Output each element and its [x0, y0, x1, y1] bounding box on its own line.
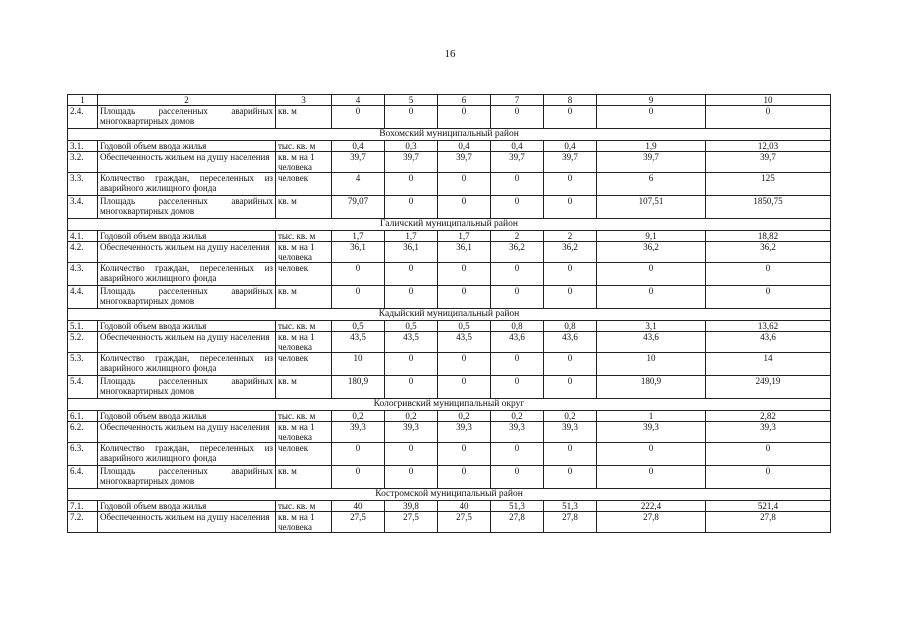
- value-cell: 0,4: [332, 141, 385, 152]
- unit-cell: кв. м: [276, 286, 332, 309]
- row-number-cell: 5.3.: [68, 353, 98, 376]
- unit-cell: кв. м на 1 человека: [276, 512, 332, 533]
- column-number-cell: 5: [385, 95, 438, 106]
- value-cell: 0: [491, 196, 544, 219]
- unit-cell: человек: [276, 353, 332, 376]
- table-header-row: [68, 95, 831, 106]
- row-number-cell: 3.2.: [68, 152, 98, 173]
- value-cell: 521,4: [706, 501, 831, 512]
- value-cell: 0,3: [385, 141, 438, 152]
- value-cell: 39,7: [706, 152, 831, 173]
- value-cell: 43,5: [438, 332, 491, 353]
- row-number-cell: 5.1.: [68, 321, 98, 332]
- value-cell: 0: [597, 263, 706, 286]
- unit-cell: кв. м на 1 человека: [276, 242, 332, 263]
- value-cell: 0: [544, 263, 597, 286]
- indicator-name-cell: Количество граждан, переселенных из аварийного жилищного фонда: [98, 263, 276, 286]
- value-cell: 107,51: [597, 196, 706, 219]
- value-cell: 0: [544, 196, 597, 219]
- value-cell: 0: [438, 173, 491, 196]
- value-cell: 0,2: [544, 411, 597, 422]
- value-cell: 51,3: [491, 501, 544, 512]
- value-cell: 43,5: [332, 332, 385, 353]
- indicator-name-cell: Обеспеченность жильем на душу населения: [98, 512, 276, 533]
- value-cell: 0: [491, 376, 544, 399]
- value-cell: 1,7: [332, 231, 385, 242]
- value-cell: 39,3: [706, 422, 831, 443]
- value-cell: 39,3: [544, 422, 597, 443]
- value-cell: 27,8: [706, 512, 831, 533]
- value-cell: 0: [332, 466, 385, 489]
- section-title: Костромской муниципальный район: [68, 489, 831, 501]
- value-cell: 0: [706, 466, 831, 489]
- value-cell: 180,9: [332, 376, 385, 399]
- value-cell: 0: [438, 466, 491, 489]
- row-number-cell: 5.4.: [68, 376, 98, 399]
- value-cell: 222,4: [597, 501, 706, 512]
- value-cell: 39,7: [491, 152, 544, 173]
- column-number-cell: 1: [68, 95, 98, 106]
- value-cell: 0: [544, 106, 597, 129]
- value-cell: 2: [544, 231, 597, 242]
- row-number-cell: 4.3.: [68, 263, 98, 286]
- table-row: [68, 196, 831, 219]
- value-cell: 0,8: [544, 321, 597, 332]
- value-cell: 43,6: [491, 332, 544, 353]
- row-number-cell: 2.4.: [68, 106, 98, 129]
- unit-cell: кв. м: [276, 466, 332, 489]
- unit-cell: человек: [276, 263, 332, 286]
- unit-cell: тыс. кв. м: [276, 321, 332, 332]
- row-number-cell: 7.1.: [68, 501, 98, 512]
- value-cell: 36,2: [706, 242, 831, 263]
- unit-cell: тыс. кв. м: [276, 411, 332, 422]
- row-number-cell: 4.2.: [68, 242, 98, 263]
- value-cell: 0: [544, 376, 597, 399]
- column-number-cell: 3: [276, 95, 332, 106]
- value-cell: 0: [491, 466, 544, 489]
- value-cell: 0: [332, 106, 385, 129]
- table-row: [68, 321, 831, 332]
- value-cell: 0: [385, 286, 438, 309]
- value-cell: 6: [597, 173, 706, 196]
- value-cell: 0: [438, 443, 491, 466]
- table-row: [68, 286, 831, 309]
- value-cell: 79,07: [332, 196, 385, 219]
- value-cell: 0,5: [438, 321, 491, 332]
- value-cell: 1,7: [385, 231, 438, 242]
- indicator-name-cell: Площадь расселенных аварийных многоквартирных домов: [98, 376, 276, 399]
- value-cell: 0,4: [491, 141, 544, 152]
- value-cell: 0: [385, 466, 438, 489]
- row-number-cell: 7.2.: [68, 512, 98, 533]
- page-number: 16: [444, 48, 456, 60]
- unit-cell: кв. м: [276, 376, 332, 399]
- unit-cell: кв. м на 1 человека: [276, 332, 332, 353]
- value-cell: 0: [491, 173, 544, 196]
- value-cell: 51,3: [544, 501, 597, 512]
- value-cell: 0: [385, 106, 438, 129]
- table-row: [68, 512, 831, 533]
- value-cell: 0: [706, 106, 831, 129]
- value-cell: 39,3: [597, 422, 706, 443]
- indicator-name-cell: Годовой объем ввода жилья: [98, 231, 276, 242]
- column-number-cell: 2: [98, 95, 276, 106]
- value-cell: 0: [438, 376, 491, 399]
- indicator-name-cell: Количество граждан, переселенных из аварийного жилищного фонда: [98, 173, 276, 196]
- value-cell: 39,3: [491, 422, 544, 443]
- value-cell: 0: [332, 443, 385, 466]
- value-cell: 39,7: [385, 152, 438, 173]
- table-row: [68, 263, 831, 286]
- value-cell: 40: [332, 501, 385, 512]
- value-cell: 0: [544, 286, 597, 309]
- indicator-name-cell: Площадь расселенных аварийных многоквартирных домов: [98, 466, 276, 489]
- value-cell: 0: [332, 263, 385, 286]
- unit-cell: человек: [276, 173, 332, 196]
- value-cell: 27,8: [544, 512, 597, 533]
- row-number-cell: 3.3.: [68, 173, 98, 196]
- row-number-cell: 4.1.: [68, 231, 98, 242]
- value-cell: 39,3: [385, 422, 438, 443]
- indicator-name-cell: Обеспеченность жильем на душу населения: [98, 242, 276, 263]
- value-cell: 0: [385, 173, 438, 196]
- indicator-name-cell: Обеспеченность жильем на душу населения: [98, 422, 276, 443]
- indicator-name-cell: Площадь расселенных аварийных многоквартирных домов: [98, 196, 276, 219]
- section-title: Галичский муниципальный район: [68, 219, 831, 231]
- value-cell: 0: [544, 443, 597, 466]
- indicator-name-cell: Обеспеченность жильем на душу населения: [98, 152, 276, 173]
- table-row: [68, 443, 831, 466]
- table-row: [68, 106, 831, 129]
- value-cell: 0,4: [438, 141, 491, 152]
- row-number-cell: 3.1.: [68, 141, 98, 152]
- value-cell: 0: [544, 173, 597, 196]
- value-cell: 0: [332, 286, 385, 309]
- column-number-cell: 7: [491, 95, 544, 106]
- value-cell: 249,19: [706, 376, 831, 399]
- value-cell: 1: [597, 411, 706, 422]
- value-cell: 0: [438, 263, 491, 286]
- section-header-row: [68, 309, 831, 321]
- unit-cell: кв. м: [276, 196, 332, 219]
- value-cell: 0,2: [385, 411, 438, 422]
- indicator-name-cell: Годовой объем ввода жилья: [98, 321, 276, 332]
- value-cell: 39,7: [597, 152, 706, 173]
- value-cell: 27,8: [491, 512, 544, 533]
- value-cell: 0: [544, 353, 597, 376]
- value-cell: 9,1: [597, 231, 706, 242]
- value-cell: 36,1: [332, 242, 385, 263]
- value-cell: 2,82: [706, 411, 831, 422]
- value-cell: 43,6: [597, 332, 706, 353]
- section-header-row: [68, 219, 831, 231]
- section-header-row: [68, 489, 831, 501]
- unit-cell: кв. м на 1 человека: [276, 152, 332, 173]
- table-row: [68, 152, 831, 173]
- indicator-name-cell: Количество граждан, переселенных из аварийного жилищного фонда: [98, 443, 276, 466]
- value-cell: 39,7: [438, 152, 491, 173]
- value-cell: 0: [491, 286, 544, 309]
- value-cell: 0: [597, 286, 706, 309]
- value-cell: 43,5: [385, 332, 438, 353]
- value-cell: 40: [438, 501, 491, 512]
- table-row: [68, 332, 831, 353]
- value-cell: 10: [332, 353, 385, 376]
- value-cell: 1850,75: [706, 196, 831, 219]
- row-number-cell: 4.4.: [68, 286, 98, 309]
- value-cell: 0: [385, 196, 438, 219]
- value-cell: 39,7: [544, 152, 597, 173]
- section-title: Кадыйский муниципальный район: [68, 309, 831, 321]
- value-cell: 0: [597, 106, 706, 129]
- column-number-cell: 10: [706, 95, 831, 106]
- indicator-name-cell: Площадь расселенных аварийных многоквартирных домов: [98, 106, 276, 129]
- value-cell: 0: [385, 376, 438, 399]
- value-cell: 27,5: [385, 512, 438, 533]
- indicator-name-cell: Годовой объем ввода жилья: [98, 501, 276, 512]
- value-cell: 43,6: [706, 332, 831, 353]
- value-cell: 36,1: [385, 242, 438, 263]
- value-cell: 39,3: [332, 422, 385, 443]
- value-cell: 1,7: [438, 231, 491, 242]
- column-number-cell: 6: [438, 95, 491, 106]
- table-row: [68, 466, 831, 489]
- table-row: [68, 173, 831, 196]
- value-cell: 0,8: [491, 321, 544, 332]
- value-cell: 36,2: [544, 242, 597, 263]
- value-cell: 12,03: [706, 141, 831, 152]
- table-row: [68, 353, 831, 376]
- value-cell: 0: [438, 286, 491, 309]
- value-cell: 0,5: [332, 321, 385, 332]
- section-header-row: [68, 129, 831, 141]
- value-cell: 0: [438, 353, 491, 376]
- value-cell: 27,5: [438, 512, 491, 533]
- unit-cell: тыс. кв. м: [276, 501, 332, 512]
- row-number-cell: 6.4.: [68, 466, 98, 489]
- row-number-cell: 5.2.: [68, 332, 98, 353]
- value-cell: 4: [332, 173, 385, 196]
- value-cell: 0: [706, 443, 831, 466]
- value-cell: 27,5: [332, 512, 385, 533]
- indicator-name-cell: Годовой объем ввода жилья: [98, 141, 276, 152]
- value-cell: 0: [385, 443, 438, 466]
- value-cell: 1,9: [597, 141, 706, 152]
- value-cell: 39,8: [385, 501, 438, 512]
- value-cell: 0: [544, 466, 597, 489]
- column-number-cell: 9: [597, 95, 706, 106]
- value-cell: 36,1: [438, 242, 491, 263]
- section-title: Вохомский муниципальный район: [68, 129, 831, 141]
- value-cell: 0: [491, 353, 544, 376]
- section-header-row: [68, 399, 831, 411]
- table-row: [68, 376, 831, 399]
- table-row: [68, 231, 831, 242]
- value-cell: 0,5: [385, 321, 438, 332]
- value-cell: 0: [438, 196, 491, 219]
- indicator-name-cell: Обеспеченность жильем на душу населения: [98, 332, 276, 353]
- indicator-name-cell: Количество граждан, переселенных из аварийного жилищного фонда: [98, 353, 276, 376]
- value-cell: 0: [597, 443, 706, 466]
- value-cell: 3,1: [597, 321, 706, 332]
- value-cell: 36,2: [597, 242, 706, 263]
- indicators-table: [67, 94, 831, 533]
- table-row: [68, 411, 831, 422]
- unit-cell: тыс. кв. м: [276, 231, 332, 242]
- column-number-cell: 4: [332, 95, 385, 106]
- value-cell: 36,2: [491, 242, 544, 263]
- value-cell: 13,62: [706, 321, 831, 332]
- value-cell: 0: [385, 263, 438, 286]
- value-cell: 0,2: [491, 411, 544, 422]
- value-cell: 14: [706, 353, 831, 376]
- value-cell: 0,2: [438, 411, 491, 422]
- value-cell: 0: [706, 286, 831, 309]
- value-cell: 0: [491, 263, 544, 286]
- value-cell: 180,9: [597, 376, 706, 399]
- value-cell: 18,82: [706, 231, 831, 242]
- unit-cell: тыс. кв. м: [276, 141, 332, 152]
- indicator-name-cell: Площадь расселенных аварийных многоквартирных домов: [98, 286, 276, 309]
- value-cell: 0: [491, 443, 544, 466]
- unit-cell: кв. м на 1 человека: [276, 422, 332, 443]
- table-row: [68, 242, 831, 263]
- table-row: [68, 141, 831, 152]
- value-cell: 39,7: [332, 152, 385, 173]
- value-cell: 0: [597, 466, 706, 489]
- value-cell: 0: [706, 263, 831, 286]
- value-cell: 0,2: [332, 411, 385, 422]
- value-cell: 10: [597, 353, 706, 376]
- row-number-cell: 6.2.: [68, 422, 98, 443]
- unit-cell: человек: [276, 443, 332, 466]
- column-number-cell: 8: [544, 95, 597, 106]
- table-row: [68, 422, 831, 443]
- value-cell: 2: [491, 231, 544, 242]
- value-cell: 0,4: [544, 141, 597, 152]
- value-cell: 39,3: [438, 422, 491, 443]
- row-number-cell: 3.4.: [68, 196, 98, 219]
- value-cell: 0: [438, 106, 491, 129]
- section-title: Кологривский муниципальный округ: [68, 399, 831, 411]
- row-number-cell: 6.3.: [68, 443, 98, 466]
- value-cell: 0: [385, 353, 438, 376]
- unit-cell: кв. м: [276, 106, 332, 129]
- value-cell: 125: [706, 173, 831, 196]
- value-cell: 0: [491, 106, 544, 129]
- row-number-cell: 6.1.: [68, 411, 98, 422]
- value-cell: 43,6: [544, 332, 597, 353]
- table-row: [68, 501, 831, 512]
- value-cell: 27,8: [597, 512, 706, 533]
- indicator-name-cell: Годовой объем ввода жилья: [98, 411, 276, 422]
